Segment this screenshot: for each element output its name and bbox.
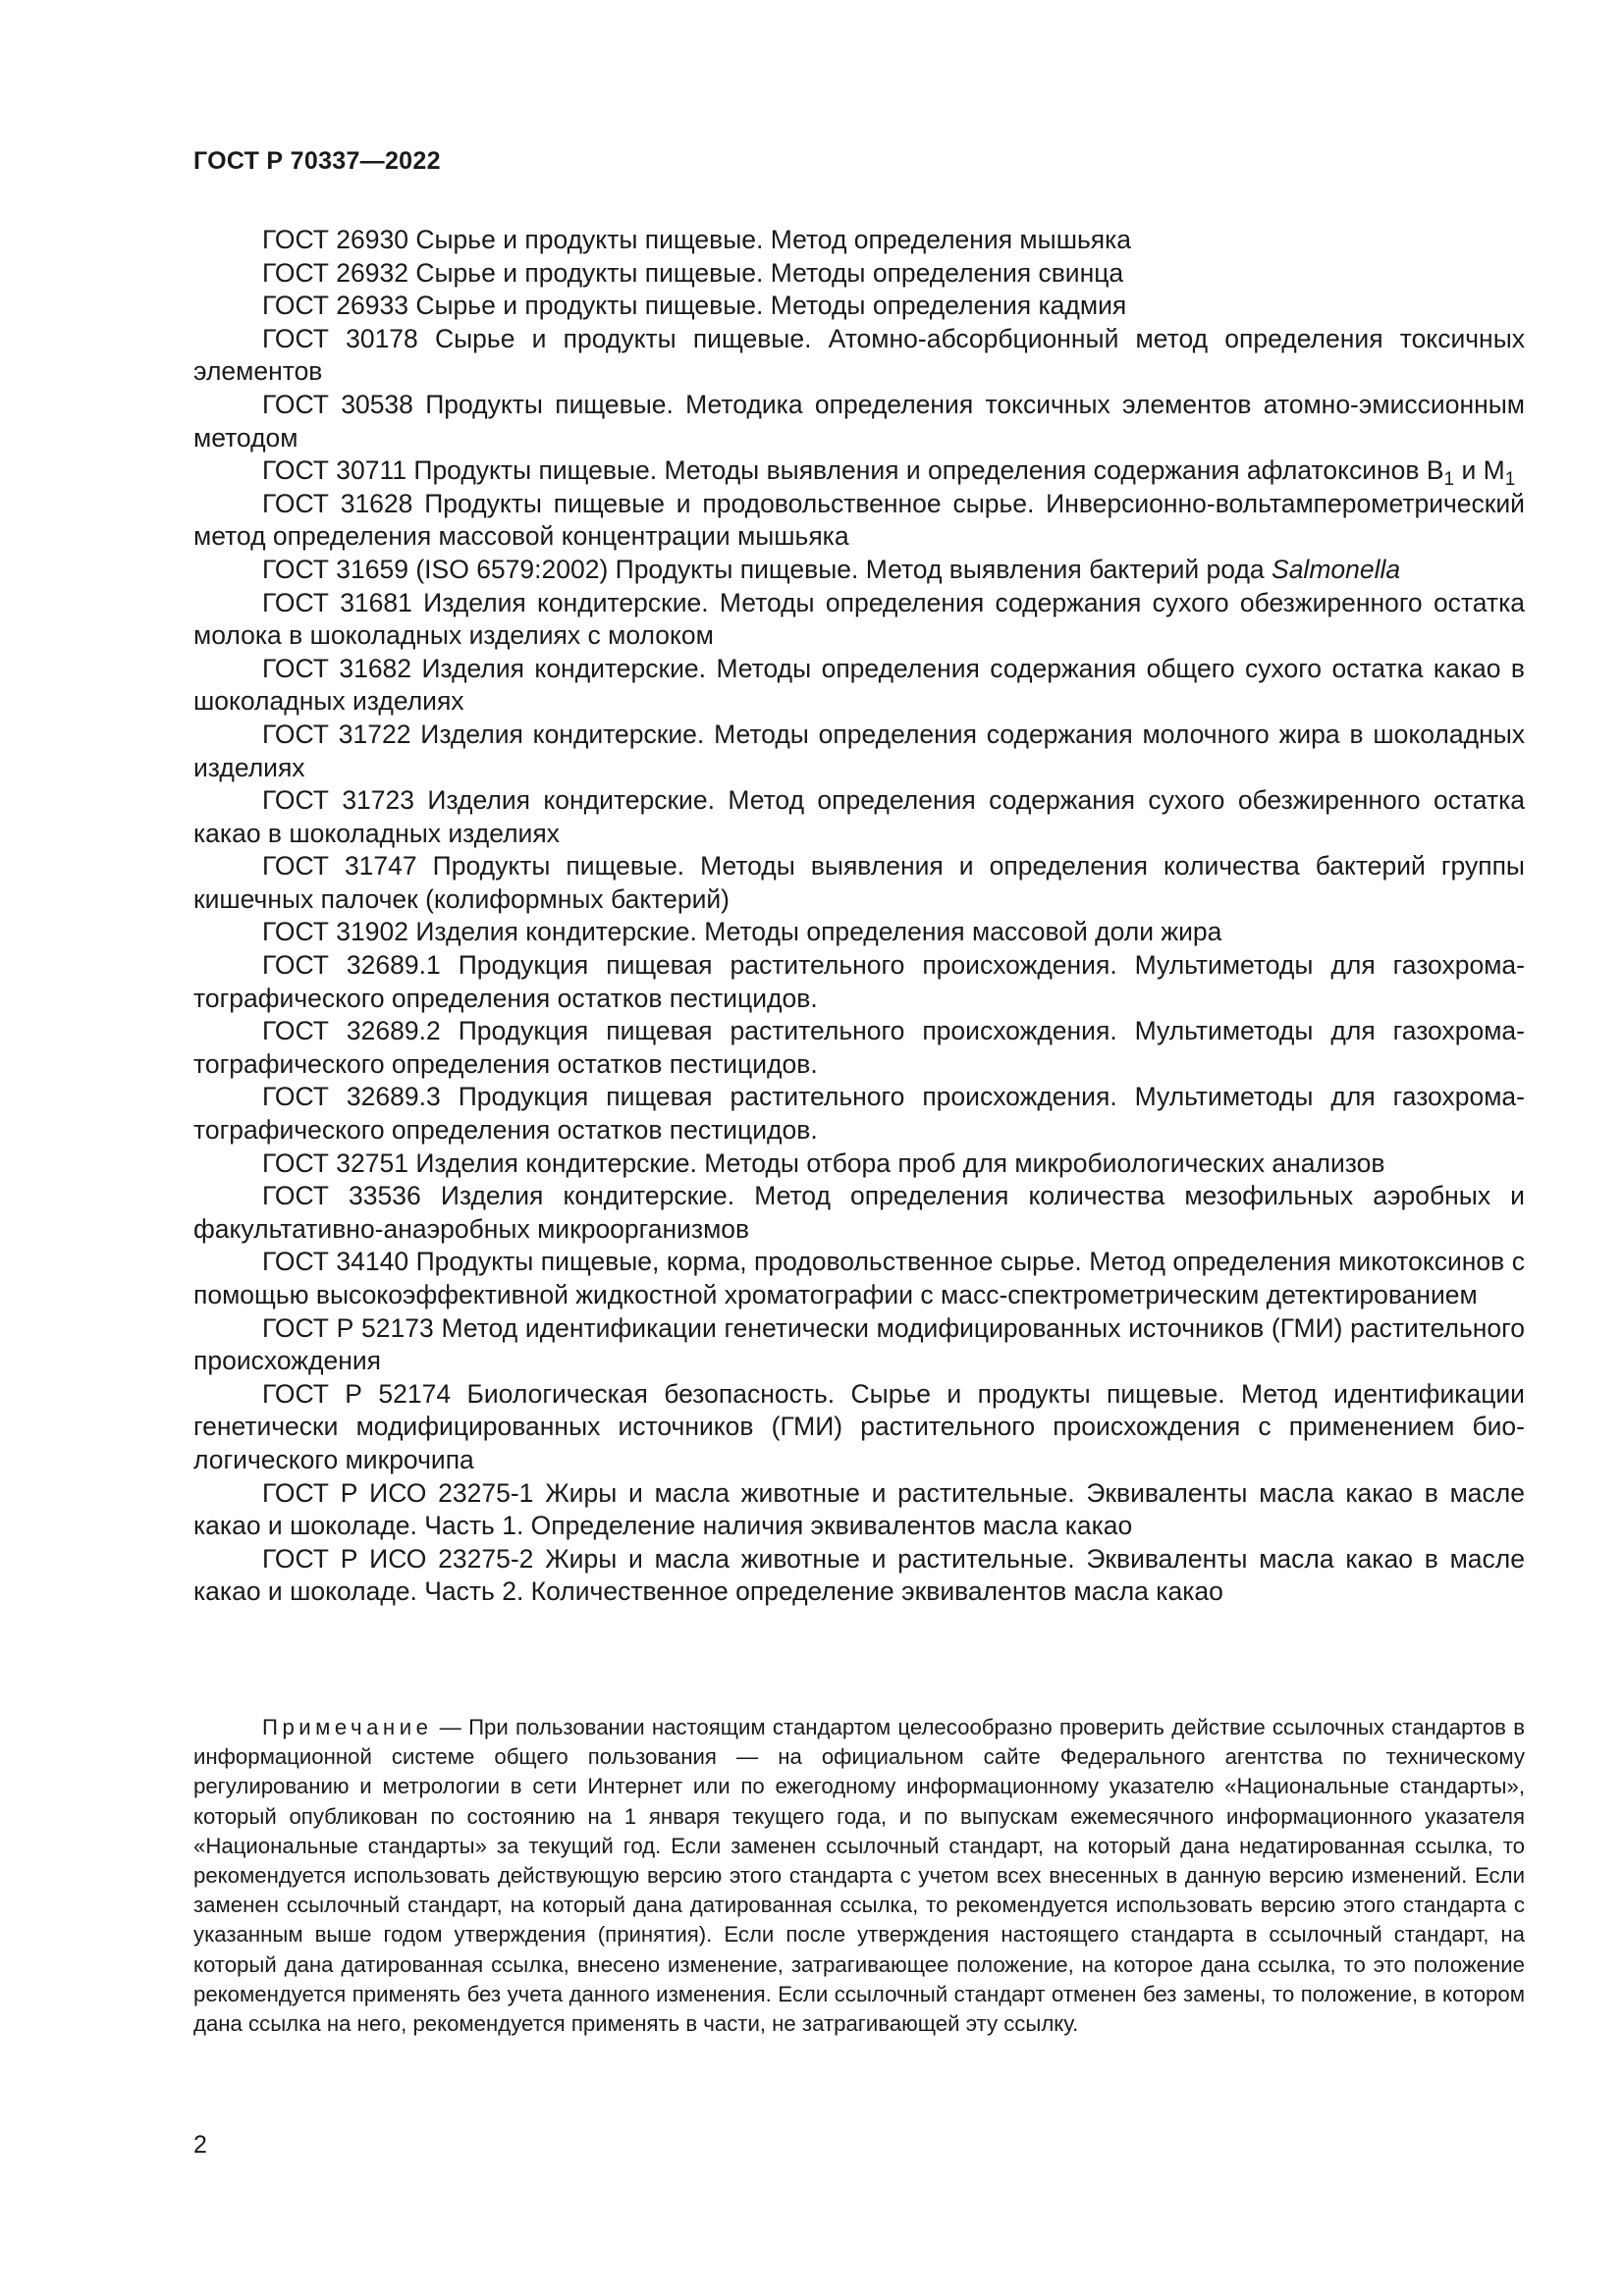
reference-item — [193, 653, 1525, 719]
reference-code: ГОСТ 26932 — [262, 257, 408, 288]
reference-code: ГОСТ 31747 — [262, 851, 417, 881]
reference-title: Продукты пищевые. Методы выявления и определения количества бактерий группы кишечных палочек (колиформных бактерий) — [193, 851, 1525, 914]
reference-code: ГОСТ 32689.1 — [262, 950, 441, 981]
reference-title: (ISO 6579:2002) Продукты пищевые. Метод выявления бактерий рода — [415, 554, 1272, 584]
subscript-index: 1 — [1504, 469, 1516, 491]
reference-title: Сырье и продукты пищевые. Методы определения свинца — [415, 257, 1124, 288]
reference-title: Метод идентификации генетически модифицированных источников (ГМИ) растительного происхождения — [193, 1312, 1525, 1376]
reference-code: ГОСТ 30178 — [262, 323, 418, 353]
reference-title: Продукция пищевая растительного происхождения. Мультиметоды для газохроматографического определения остатков пестицидов. — [193, 1082, 1525, 1146]
note-paragraph — [193, 1713, 1525, 2039]
reference-title: Изделия кондитерские. Метод определения количества мезофильных аэробных и факультативно-анаэробных микроорганизмов — [193, 1181, 1525, 1244]
reference-code: ГОСТ Р ИСО 23275-2 — [262, 1543, 534, 1574]
reference-code: ГОСТ 31628 — [262, 488, 413, 518]
subscript-index: 1 — [1443, 469, 1455, 491]
reference-code: ГОСТ 31723 — [262, 785, 415, 816]
reference-item — [193, 257, 1525, 291]
reference-item — [193, 949, 1525, 1015]
reference-code: ГОСТ Р 52174 — [262, 1378, 452, 1409]
reference-item — [193, 1081, 1525, 1147]
reference-code: ГОСТ 32689.3 — [262, 1082, 441, 1112]
reference-item — [193, 323, 1525, 389]
reference-item — [193, 454, 1525, 491]
reference-code: ГОСТ 30711 — [262, 455, 407, 486]
reference-item — [193, 850, 1525, 916]
reference-code: ГОСТ 32751 — [262, 1148, 408, 1178]
reference-item — [193, 784, 1525, 850]
reference-item — [193, 1543, 1525, 1609]
reference-code: ГОСТ 34140 — [262, 1247, 409, 1277]
reference-item — [193, 1378, 1525, 1477]
reference-title: Сырье и продукты пищевые. Метод определения мышьяка — [415, 225, 1132, 254]
reference-item — [193, 1015, 1525, 1081]
reference-title: Изделия кондитерские. Метод определения содержания сухого обезжиренного остатка какао в шоколадных изделиях — [193, 785, 1525, 848]
reference-title-italic: Salmonella — [1272, 554, 1401, 584]
reference-code: ГОСТ 33536 — [262, 1181, 421, 1211]
reference-item — [193, 224, 1525, 257]
reference-item — [193, 587, 1525, 653]
reference-item — [193, 389, 1525, 454]
reference-title: Сырье и продукты пищевые. Атомно-абсорбционный метод определения токсичных элементов — [193, 323, 1525, 387]
reference-title: Продукты пищевые. Методика определения токсичных элементов атомно-эмиссионным методом — [193, 389, 1525, 453]
reference-code: ГОСТ 31902 — [262, 917, 408, 947]
reference-title: Биологическая безопасность. Сырье и продукты пищевые. Метод идентификации генетически модифицированных источников (ГМИ) растительного происхождения с применением биологического микрочипа — [193, 1378, 1525, 1474]
reference-title-cont: и M — [1454, 455, 1505, 486]
reference-code: ГОСТ Р 52173 — [262, 1312, 434, 1343]
reference-title: Продукты пищевые. Методы выявления и определения содержания афлатоксинов B — [413, 455, 1444, 486]
reference-item — [193, 1148, 1525, 1181]
reference-title: Изделия кондитерские. Методы определения массовой доли жира — [415, 917, 1222, 947]
reference-item — [193, 488, 1525, 554]
note-text: — При пользовании настоящим стандартом целесообразно проверить действие ссылочных стандартов в информационной системе общего пользования — на официальном сайте Федерального агентства по техническому регулированию и метрологии в сети Интернет или по ежегодному информационному указателю «Национальные стандарты», который опубликован по состоянию на 1 января текущего года, и по выпускам ежемесячного информационного указателя «Национальные стандарты» за текущий год. Если заменен ссылочный стандарт, на который дана недатированная ссылка, то рекомендуется использовать действующую версию этого стандарта с учетом всех внесенных в данную версию изменений. Если заменен ссылочный стандарт, на который дана датированная ссылка, то рекомендуется использовать версию этого стандарта с указанным выше годом утверждения (принятия). Если после утверждения настоящего стандарта в ссылочный стандарт, на который дана датированная ссылка, внесено изменение, затрагивающее положение, на которое дана ссылка, то это положение рекомендуется применять без учета данного изменения. Если ссылочный стандарт отменен без замены, то положение, в котором дана ссылка на него, рекомендуется применять в части, не затрагивающей эту ссылку. — [193, 1715, 1525, 2037]
reference-code: ГОСТ 32689.2 — [262, 1016, 441, 1046]
reference-code: ГОСТ 31682 — [262, 653, 412, 683]
page-number: 2 — [193, 2131, 207, 2159]
reference-title: Изделия кондитерские. Методы определения содержания сухого обезжиренного остатка молока в шоколадных изделиях с молоком — [193, 587, 1525, 651]
note-label: Примечание — [262, 1715, 433, 1739]
reference-title: Сырье и продукты пищевые. Методы определения кадмия — [415, 291, 1127, 321]
reference-code: ГОСТ 31722 — [262, 719, 411, 749]
reference-title: Продукты пищевые, корма, продовольственное сырье. Метод определения микотоксинов с помощью высокоэффективной жидкостной хроматографии с масс-спектрометрическим детектированием — [193, 1247, 1525, 1309]
reference-item — [193, 1246, 1525, 1311]
reference-title: Изделия кондитерские. Методы отбора проб для микробиологических анализов — [415, 1148, 1385, 1178]
reference-item — [193, 1477, 1525, 1543]
reference-item — [193, 1312, 1525, 1378]
reference-title: Изделия кондитерские. Методы определения содержания молочного жира в шоколадных изделиях — [193, 719, 1525, 782]
page-header-doc-id: ГОСТ Р 70337—2022 — [193, 147, 441, 175]
reference-item — [193, 916, 1525, 949]
reference-item — [193, 554, 1525, 587]
reference-code: ГОСТ 30538 — [262, 389, 413, 419]
reference-title: Продукты пищевые и продовольственное сырье. Инверсионно-вольтамперометрический метод определения массовой концентрации мышьяка — [193, 488, 1525, 552]
normative-references-list — [193, 224, 1525, 1609]
reference-code: ГОСТ 31659 — [262, 554, 408, 584]
reference-title: Изделия кондитерские. Методы определения содержания общего сухого остатка какао в шоколадных изделиях — [193, 653, 1525, 717]
reference-title: Жиры и масла животные и растительные. Эквиваленты масла какао в масле какао и шоколаде. Часть 1. Определение наличия эквивалентов масла какао — [193, 1477, 1525, 1541]
reference-title: Продукция пищевая растительного происхождения. Мультиметоды для газохроматографического определения остатков пестицидов. — [193, 1016, 1525, 1079]
reference-title: Продукция пищевая растительного происхождения. Мультиметоды для газохроматографического определения остатков пестицидов. — [193, 950, 1525, 1013]
reference-item — [193, 719, 1525, 784]
reference-title: Жиры и масла животные и растительные. Эквиваленты масла какао в масле какао и шоколаде. Часть 2. Количественное определение эквивалентов масла какао — [193, 1543, 1525, 1607]
reference-item — [193, 1180, 1525, 1246]
reference-code: ГОСТ 26933 — [262, 291, 408, 321]
reference-code: ГОСТ Р ИСО 23275-1 — [262, 1477, 534, 1508]
reference-code: ГОСТ 31681 — [262, 587, 412, 617]
reference-code: ГОСТ 26930 — [262, 225, 408, 254]
reference-item — [193, 290, 1525, 323]
